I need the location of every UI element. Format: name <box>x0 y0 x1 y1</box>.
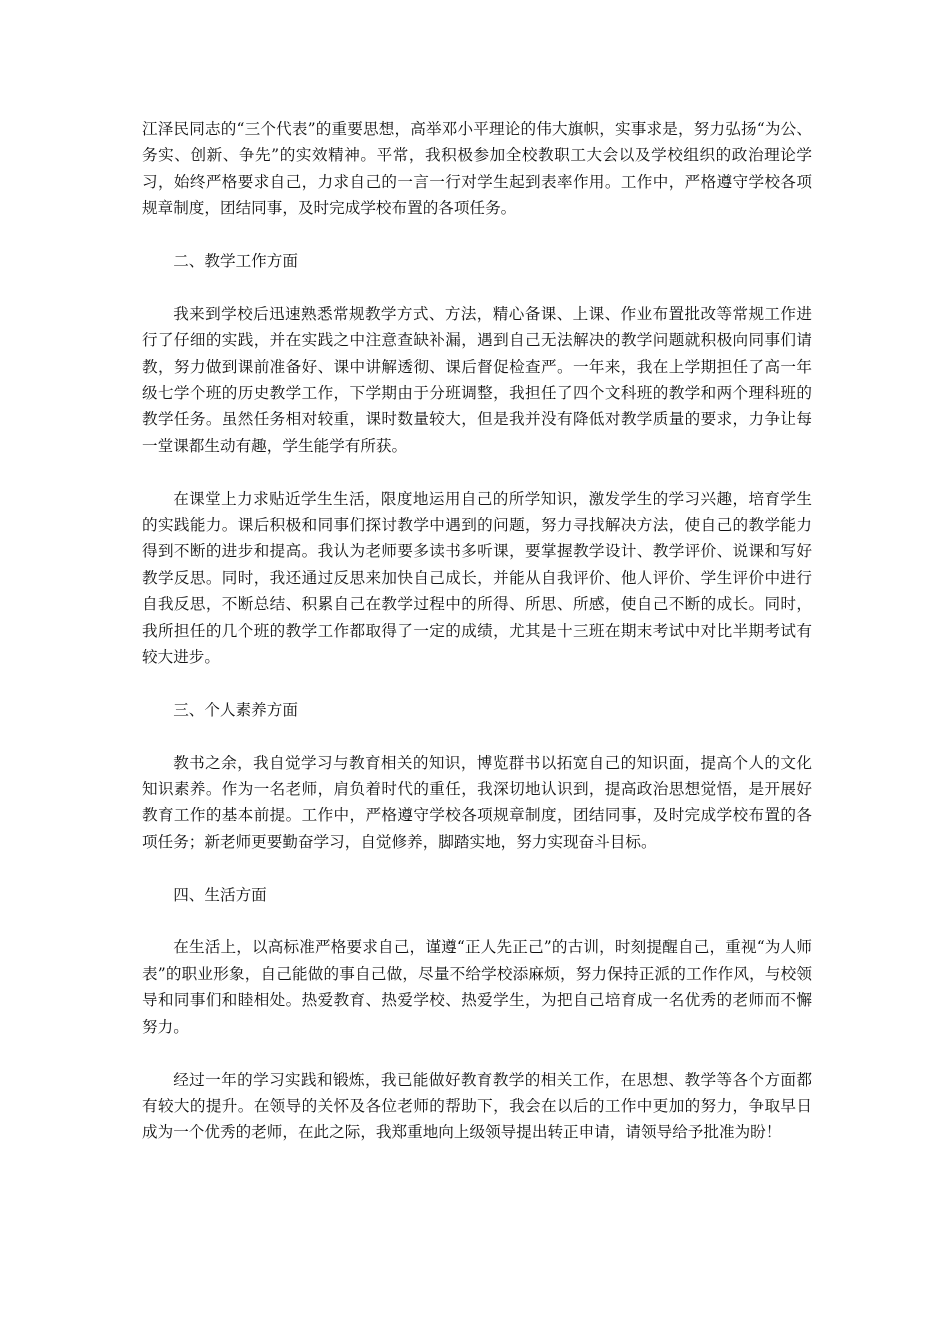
paragraph-life: 在生活上，以高标准严格要求自己，谨遵“正人先正己”的古训，时刻提醒自己，重视“为人师表”的职业形象，自己能做的事自己做，尽量不给学校添麻烦，努力保持正派的工作作风，与校领导和同事们和睦相处。热爱教育、热爱学校、热爱学生，为把自己培育成一名优秀的老师而不懈努力。 <box>142 938 812 1036</box>
paragraph-opening: 江泽民同志的“三个代表”的重要思想，高举邓小平理论的伟大旗帜，实事求是，努力弘扬“为公、务实、创新、争先”的实效精神。平常，我积极参加全校教职工大会以及学校组织的政治理论学习，始终严格要求自己，力求自己的一言一行对学生起到表率作用。工作中，严格遵守学校各项规章制度，团结同事，及时完成学校布置的各项任务。 <box>142 120 812 218</box>
paragraph-personal: 教书之余，我自觉学习与教育相关的知识，博览群书以拓宽自己的知识面，提高个人的文化知识素养。作为一名老师，肩负着时代的重任，我深切地认识到，提高政治思想觉悟，是开展好教育工作的基本前提。工作中，严格遵守学校各项规章制度，团结同事，及时完成学校布置的各项任务；新老师更要勤奋学习，自觉修养，脚踏实地，努力实现奋斗目标。 <box>142 753 812 851</box>
paragraph-conclusion: 经过一年的学习实践和锻炼，我已能做好教育教学的相关工作，在思想、教学等各个方面都有较大的提升。在领导的关怀及各位老师的帮助下，我会在以后的工作中更加的努力，争取早日成为一个优秀的老师，在此之际，我郑重地向上级领导提出转正申请，请领导给予批准为盼！ <box>142 1070 812 1142</box>
paragraph-classroom: 在课堂上力求贴近学生生活，限度地运用自己的所学知识，激发学生的学习兴趣，培育学生的实践能力。课后积极和同事们探讨教学中遇到的问题，努力寻找解决方法，使自己的教学能力得到不断的进步和提高。我认为老师要多读书多听课，要掌握教学设计、教学评价、说课和写好教学反思。同时，我还通过反思来加快自己成长，并能从自我评价、他人评价、学生评价中进行自我反思，不断总结、积累自己在教学过程中的所得、所思、所感，使自己不断的成长。同时，我所担任的几个班的教学工作都取得了一定的成绩，尤其是十三班在期末考试中对比半期考试有较大进步。 <box>142 489 812 667</box>
paragraph-teaching-practice: 我来到学校后迅速熟悉常规教学方式、方法，精心备课、上课、作业布置批改等常规工作进行了仔细的实践，并在实践之中注意查缺补漏，遇到自己无法解决的教学问题就积极向同事们请教，努力做到课前准备好、课中讲解透彻、课后督促检查严。一年来，我在上学期担任了高一年级七学个班的历史教学工作，下学期由于分班调整，我担任了四个文科班的教学和两个理科班的教学任务。虽然任务相对较重，课时数量较大，但是我并没有降低对教学质量的要求，力争让每一堂课都生动有趣，学生能学有所获。 <box>142 304 812 455</box>
section-heading-personal: 三、个人素养方面 <box>173 700 298 719</box>
section-heading-life: 四、生活方面 <box>173 885 267 904</box>
section-heading-teaching: 二、教学工作方面 <box>173 252 298 271</box>
document-body <box>142 116 812 1172</box>
